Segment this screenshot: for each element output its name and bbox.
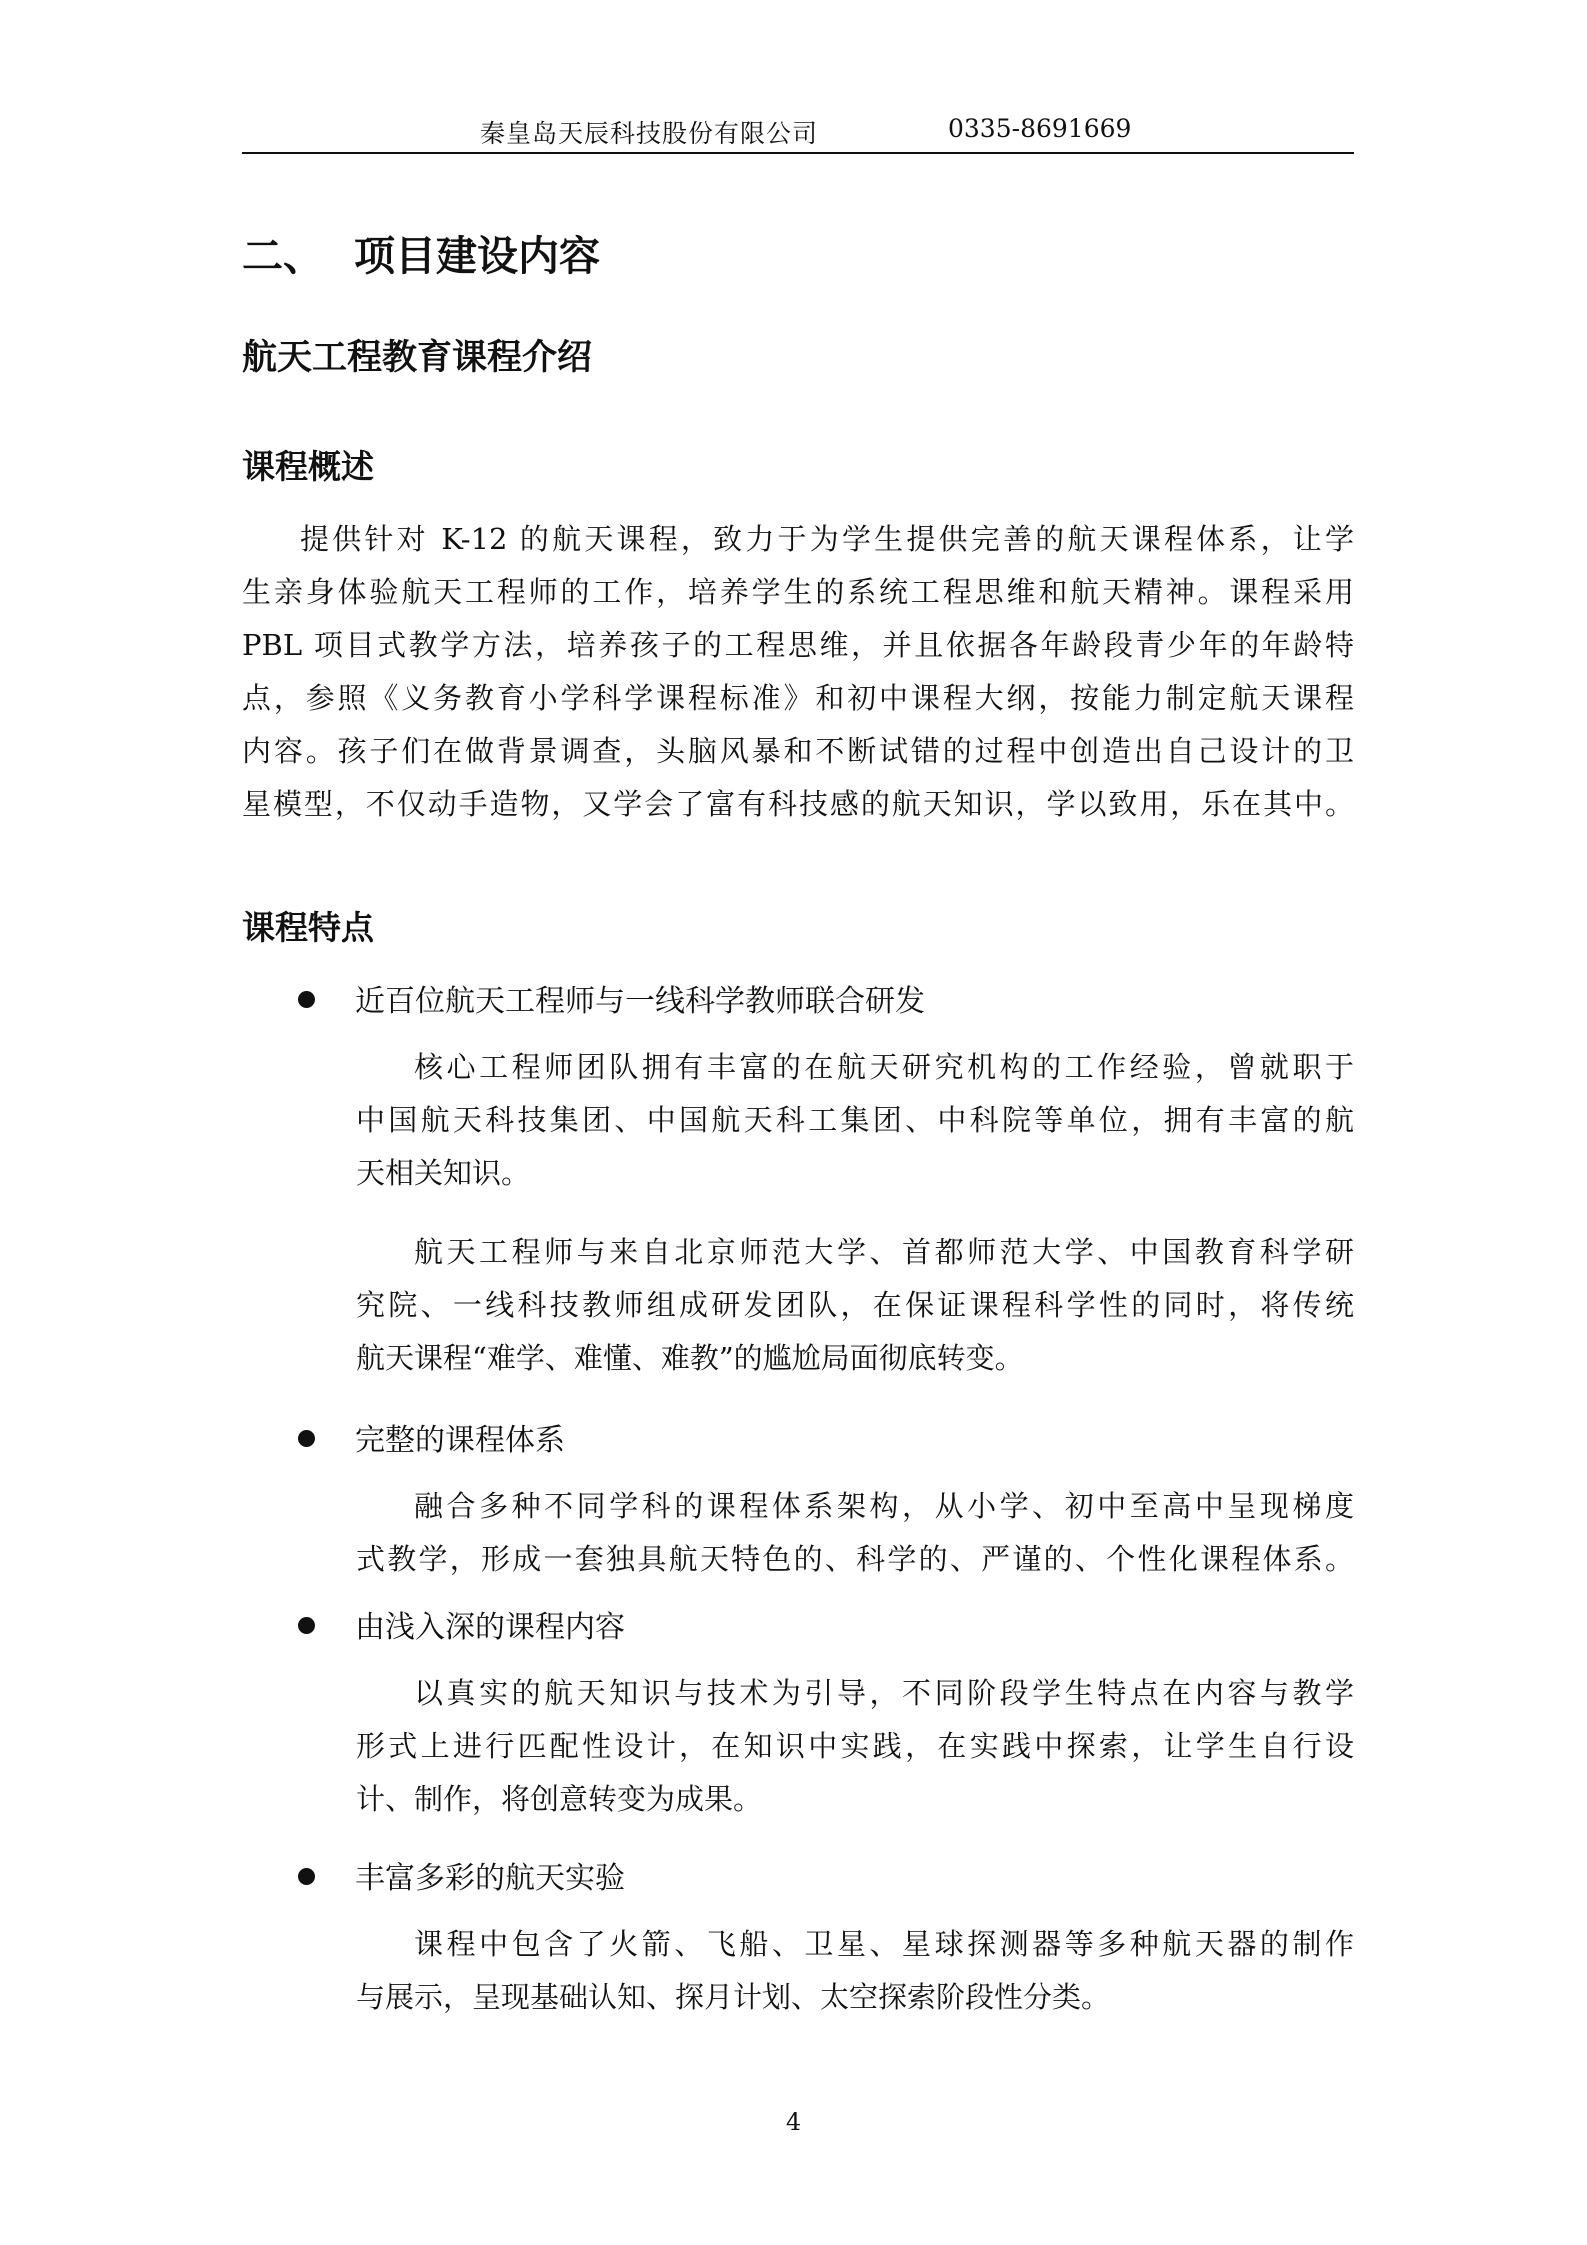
text-line: 究院、一线科技教师组成研发团队，在保证课程科学性的同时，将传统 (356, 1288, 1354, 1322)
feature-paragraph (356, 1667, 1354, 1826)
bullet-icon (298, 1430, 315, 1447)
text-line: PBL 项目式教学方法，培养孩子的工程思维，并且依据各年龄段青少年的年龄特 (242, 628, 1354, 662)
feature-title-text: 近百位航天工程师与一线科学教师联合研发 (355, 984, 925, 1019)
overview-heading: 课程概述 (242, 447, 374, 486)
text-line: 内容。孩子们在做背景调查，头脑风暴和不断试错的过程中创造出自己设计的卫 (242, 734, 1354, 768)
text-line: 航天课程“难学、难懂、难教”的尴尬局面彻底转变。 (356, 1341, 1024, 1375)
text-line: 生亲身体验航天工程师的工作，培养学生的系统工程思维和航天精神。课程采用 (242, 575, 1354, 609)
text-line: 式教学，形成一套独具航天特色的、科学的、严谨的、个性化课程体系。 (356, 1542, 1354, 1576)
text-line: 星模型，不仅动手造物，又学会了富有科技感的航天知识，学以致用，乐在其中。 (242, 787, 1354, 821)
feature-paragraph (356, 1918, 1354, 2024)
feature-title-text: 由浅入深的课程内容 (355, 1610, 625, 1645)
bullet-icon (298, 991, 315, 1008)
text-line: 形式上进行匹配性设计，在知识中实践，在实践中探索，让学生自行设 (356, 1729, 1354, 1763)
section-number: 二、 (242, 232, 324, 280)
feature-item-title (298, 980, 925, 1024)
text-line: 融合多种不同学科的课程体系架构，从小学、初中至高中呈现梯度 (414, 1489, 1354, 1523)
features-heading: 课程特点 (242, 908, 374, 947)
page-number: 4 (785, 2108, 802, 2136)
text-line: 与展示，呈现基础认知、探月计划、太空探索阶段性分类。 (356, 1980, 1111, 2014)
overview-paragraph (242, 513, 1354, 831)
feature-paragraph (356, 1226, 1354, 1385)
text-line: 点，参照《义务教育小学科学课程标准》和初中课程大纲，按能力制定航天课程 (242, 681, 1354, 715)
text-line: 中国航天科技集团、中国航天科工集团、中科院等单位，拥有丰富的航 (356, 1103, 1354, 1137)
header-company-name: 秦皇岛天辰科技股份有限公司 (480, 119, 819, 148)
feature-title-text: 丰富多彩的航天实验 (355, 1861, 625, 1896)
section-title: 项目建设内容 (354, 232, 600, 280)
feature-item-title (298, 1606, 625, 1650)
feature-title-text: 完整的课程体系 (355, 1423, 565, 1458)
bullet-icon (298, 1868, 315, 1885)
header-phone-number: 0335-8691669 (948, 114, 1132, 143)
feature-paragraph (356, 1041, 1354, 1200)
feature-item-title (298, 1857, 625, 1901)
text-line: 课程中包含了火箭、飞船、卫星、星球探测器等多种航天器的制作 (414, 1927, 1354, 1961)
course-title: 航天工程教育课程介绍 (242, 338, 593, 378)
feature-item-title (298, 1419, 565, 1463)
text-line: 计、制作，将创意转变为成果。 (356, 1782, 763, 1816)
feature-paragraph (356, 1480, 1354, 1586)
page-header (242, 112, 1354, 154)
text-line: 以真实的航天知识与技术为引导，不同阶段学生特点在内容与教学 (414, 1676, 1354, 1710)
text-line: 天相关知识。 (356, 1156, 531, 1190)
text-line: 核心工程师团队拥有丰富的在航天研究机构的工作经验，曾就职于 (414, 1050, 1354, 1084)
bullet-icon (298, 1617, 315, 1634)
text-line: 提供针对 K-12 的航天课程，致力于为学生提供完善的航天课程体系，让学 (300, 522, 1354, 556)
section-heading (242, 230, 600, 282)
text-line: 航天工程师与来自北京师范大学、首都师范大学、中国教育科学研 (414, 1235, 1354, 1269)
